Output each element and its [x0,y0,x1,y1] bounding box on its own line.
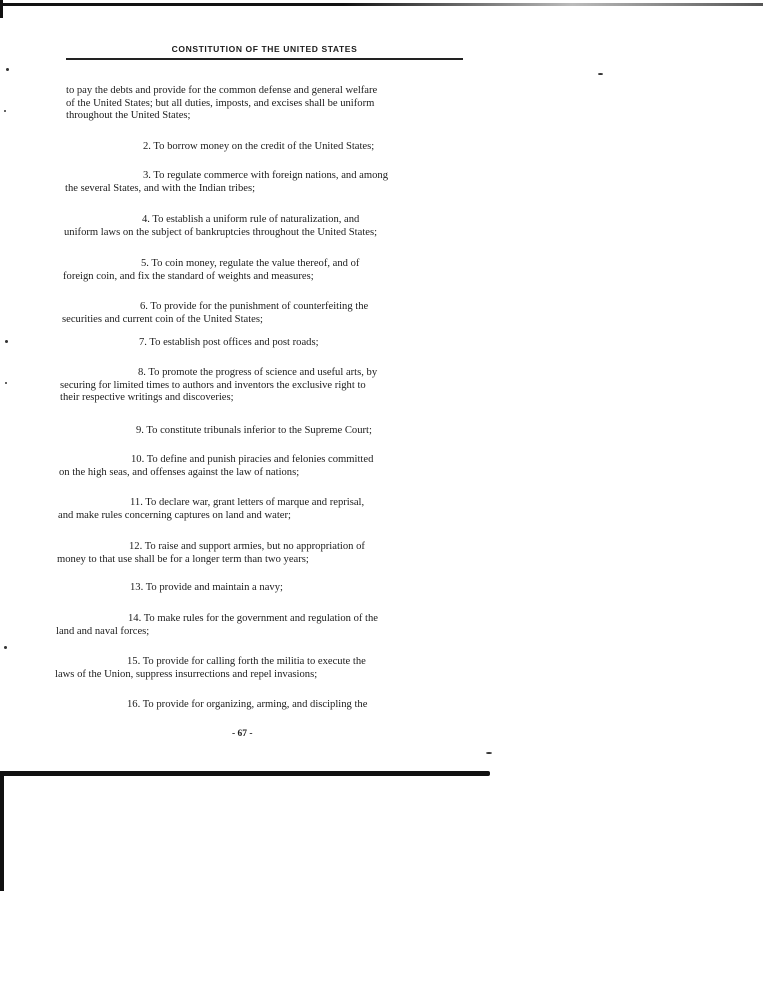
scan-edge-top [0,3,763,6]
text-line: 7. To establish post offices and post roads; [139,337,319,348]
text-line: 2. To borrow money on the credit of the United States; [143,141,375,152]
text-line: of the United States; but all duties, imposts, and excises shall be uniform [66,97,375,109]
header-rule [66,58,463,60]
paragraph-continuation [66,85,377,123]
text-line: the several States, and with the Indian tribes; [65,182,256,194]
clause-9 [136,425,372,438]
scan-edge-corner [0,0,3,18]
text-line: and make rules concerning captures on land and water; [58,509,291,521]
text-line: 4. To establish a uniform rule of naturalization, and [142,214,360,225]
text-line: laws of the Union, suppress insurrections and repel invasions; [55,668,318,680]
text-line: 5. To coin money, regulate the value thereof, and of [141,258,360,269]
page-number: - 67 - [232,729,253,739]
clause-2 [143,141,374,154]
text-line: 8. To promote the progress of science and useful arts, by [138,367,378,378]
clause-13 [130,582,283,595]
clause-8 [60,367,377,405]
clause-4 [64,214,377,239]
text-line: on the high seas, and offenses against the law of nations; [59,466,300,478]
text-line: money to that use shall be for a longer term than two years; [57,553,309,565]
text-line: land and naval forces; [56,625,150,637]
clause-12 [57,541,365,566]
scan-speck [4,110,6,112]
text-line: uniform laws on the subject of bankruptcies throughout the United States; [64,226,378,238]
text-line: 13. To provide and maintain a navy; [130,582,283,593]
text-line: 6. To provide for the punishment of counterfeiting the [140,301,369,312]
text-line: 16. To provide for organizing, arming, and discipling the [127,699,368,710]
scan-speck [6,68,9,71]
scan-speck [5,382,7,384]
text-line: 3. To regulate commerce with foreign nations, and among [143,170,389,181]
running-head: CONSTITUTION OF THE UNITED STATES [171,44,358,54]
scan-speck [5,340,8,343]
text-line: foreign coin, and fix the standard of weights and measures; [63,270,314,282]
text-line: 15. To provide for calling forth the militia to execute the [127,656,366,667]
scan-speck [598,73,603,75]
text-line: to pay the debts and provide for the common defense and general welfare [66,85,378,96]
clause-6 [62,301,368,326]
clause-7 [139,337,319,350]
text-line: 9. To constitute tribunals inferior to the Supreme Court; [136,425,372,436]
clause-16 [127,699,367,712]
clause-5 [63,258,359,283]
text-line: throughout the United States; [66,110,191,121]
scan-edge-bottom [0,771,490,776]
text-line: securities and current coin of the United States; [62,313,263,325]
clause-14 [56,613,378,638]
clause-10 [59,454,373,479]
scan-edge-left [0,771,4,891]
text-line: 14. To make rules for the government and regulation of the [128,613,379,624]
text-line: 10. To define and punish piracies and felonies committed [131,454,374,465]
text-line: 11. To declare war, grant letters of marque and reprisal, [130,497,365,508]
text-line: their respective writings and discoveries; [60,392,234,403]
clause-15 [55,656,366,681]
clause-11 [58,497,364,522]
scan-speck [486,752,492,754]
text-line: 12. To raise and support armies, but no appropriation of [129,541,365,552]
clause-3 [65,170,388,195]
scan-speck [4,646,7,649]
text-line: securing for limited times to authors and inventors the exclusive right to [60,379,366,391]
